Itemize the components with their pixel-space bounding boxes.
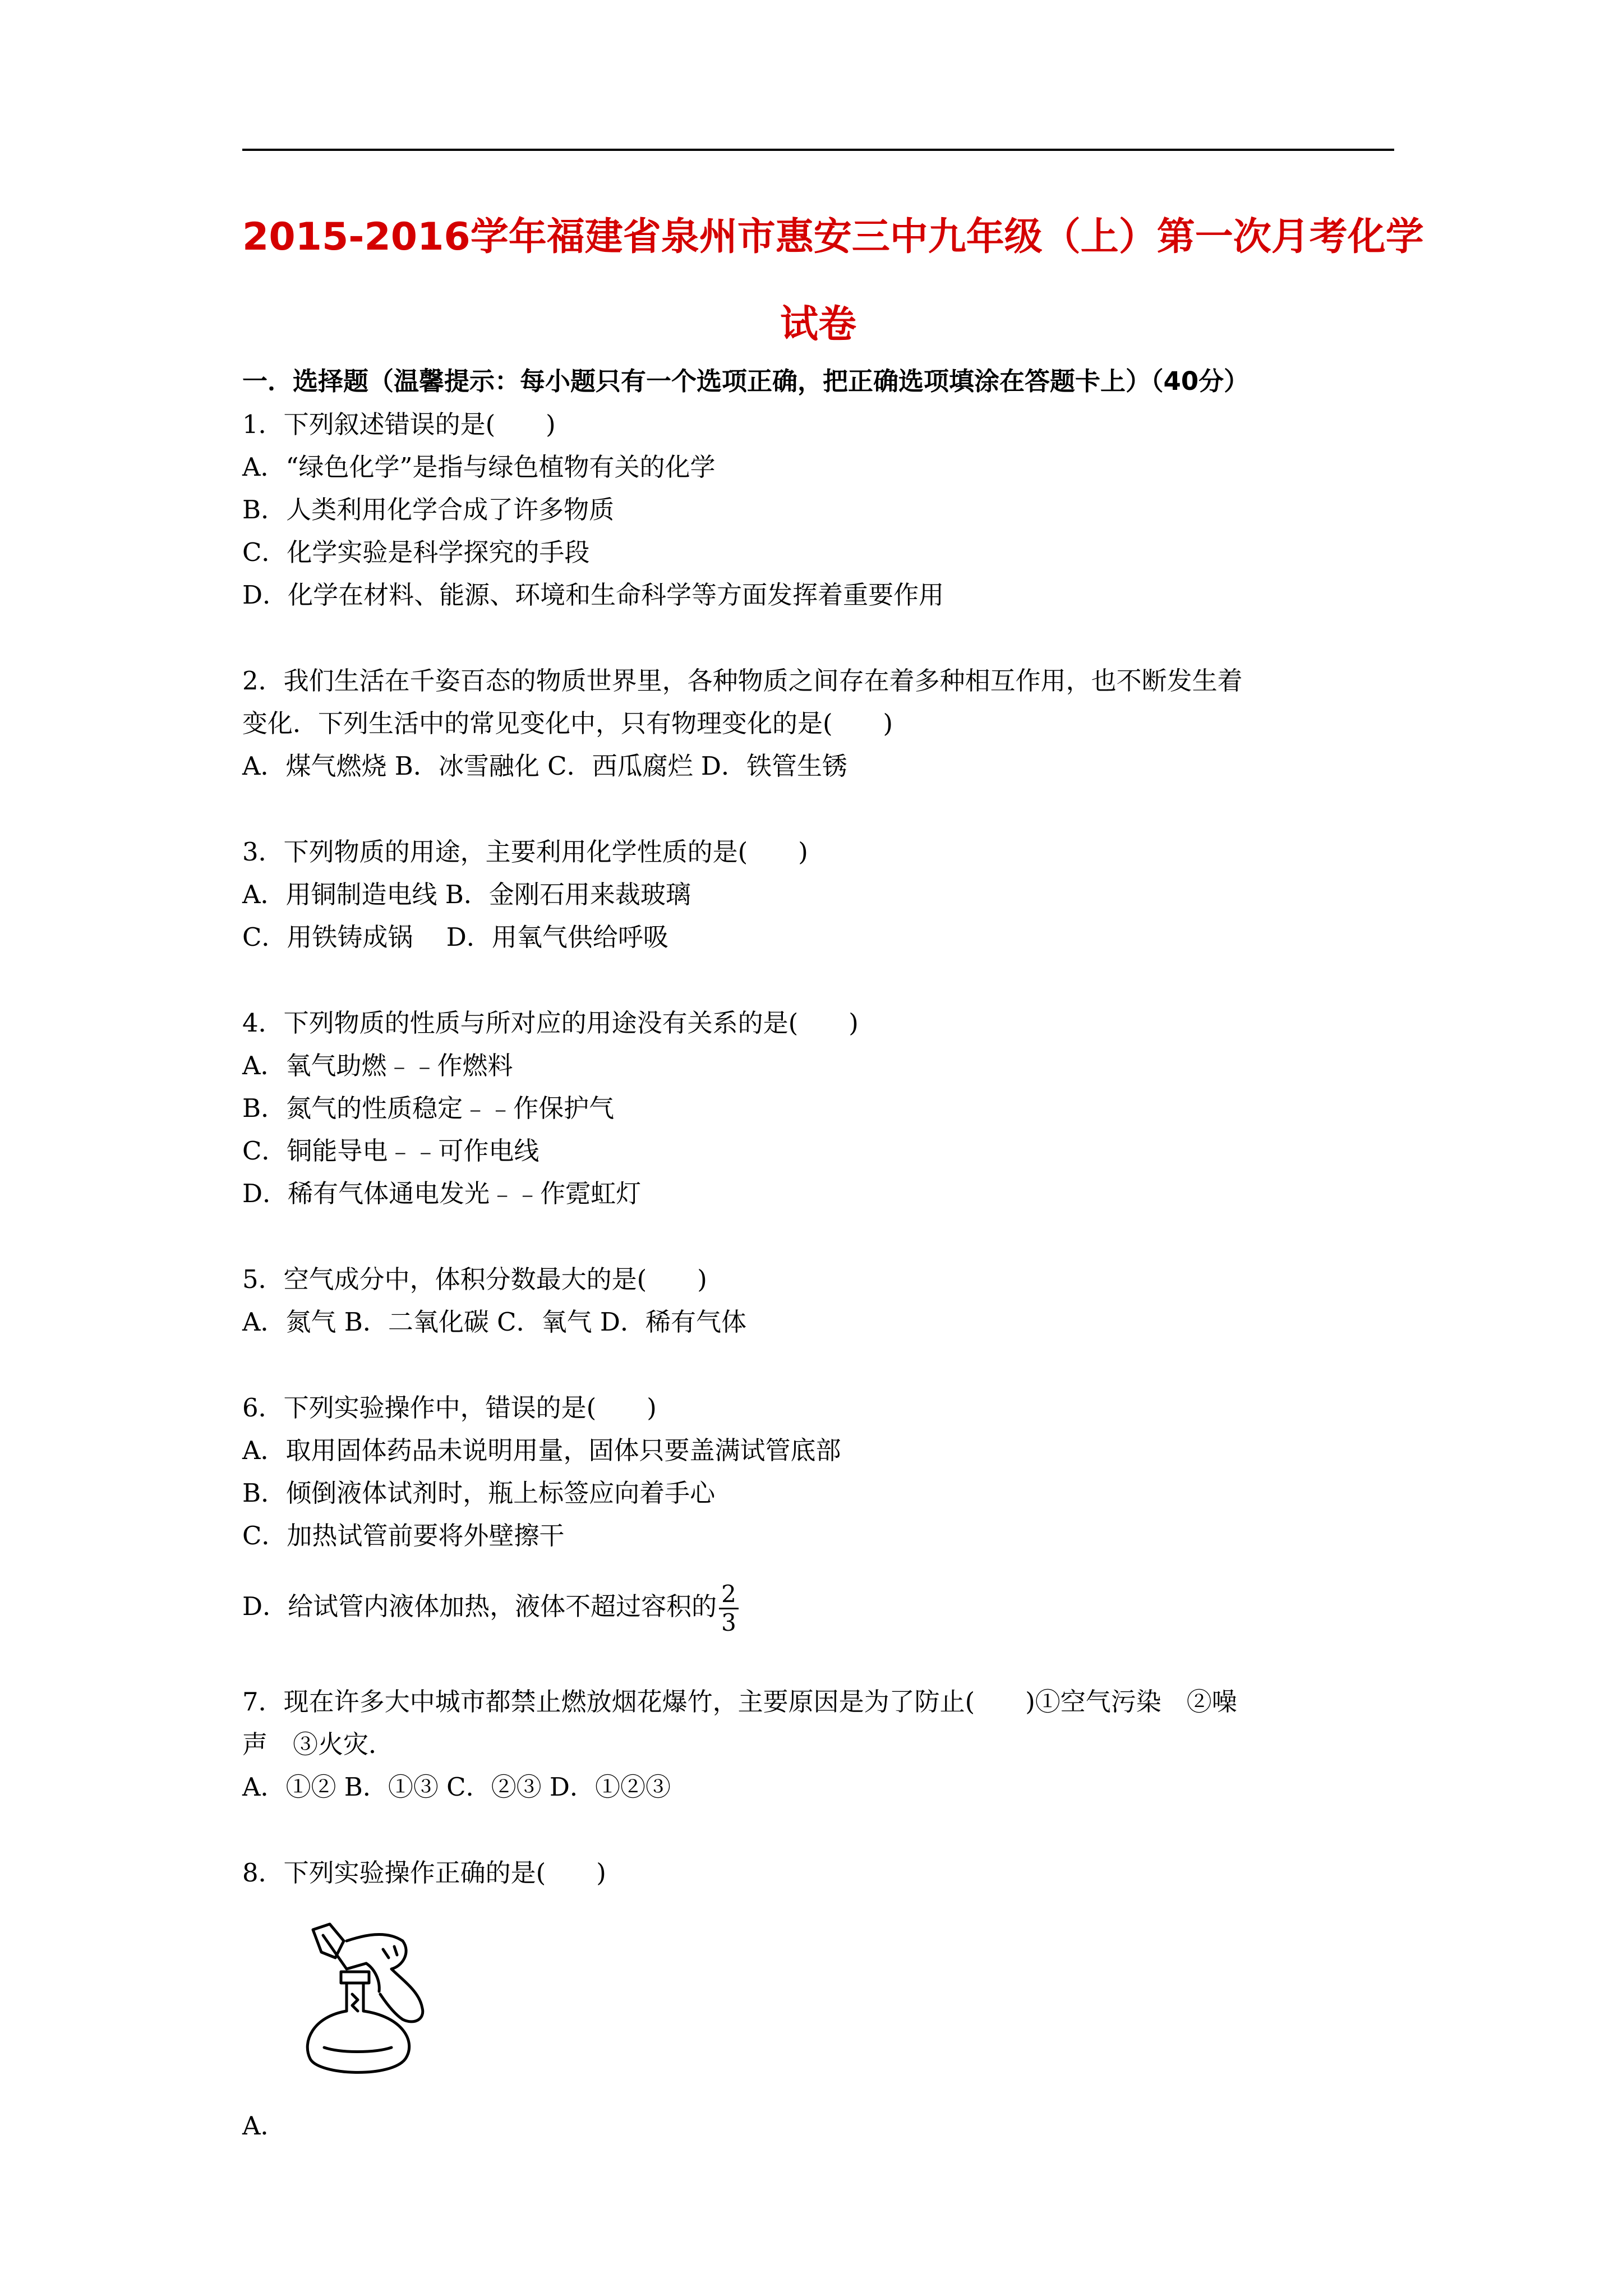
question-6-option-a: A．取用固体药品未说明用量，固体只要盖满试管底部	[242, 1435, 841, 1465]
question-1-option-b: B．人类利用化学合成了许多物质	[242, 495, 615, 524]
fraction-numerator: 2	[719, 1581, 739, 1609]
header-rule	[242, 149, 1394, 151]
question-8-stem: 8．下列实验操作正确的是( )	[242, 1858, 606, 1888]
question-3-stem: 3．下列物质的用途，主要利用化学性质的是( )	[242, 837, 808, 867]
question-4-option-a: A．氧气助燃﹣﹣作燃料	[242, 1051, 513, 1080]
question-4-option-b: B．氮气的性质稳定﹣﹣作保护气	[242, 1093, 615, 1123]
section-heading: 一．选择题（温馨提示：每小题只有一个选项正确，把正确选项填涂在答题卡上）（40分）	[242, 366, 1249, 396]
question-2-options: A．煤气燃烧 B．冰雪融化 C．西瓜腐烂 D．铁管生锈	[242, 751, 847, 781]
question-1-option-d: D．化学在材料、能源、环境和生命科学等方面发挥着重要作用	[242, 580, 944, 610]
question-3-options-line-2: C．用铁铸成锅 D．用氧气供给呼吸	[242, 922, 668, 952]
question-2-stem-line-2: 变化．下列生活中的常见变化中，只有物理变化的是( )	[242, 708, 893, 738]
document-title-line-2: 试卷	[780, 302, 856, 347]
fraction	[719, 1581, 739, 1636]
question-6-stem: 6．下列实验操作中，错误的是( )	[242, 1393, 657, 1423]
question-5-stem: 5．空气成分中，体积分数最大的是( )	[242, 1264, 707, 1294]
question-7-stem-line-1: 7．现在许多大中城市都禁止燃放烟花爆竹，主要原因是为了防止( )①空气污染 ②噪	[242, 1687, 1237, 1717]
question-2-stem-line-1: 2．我们生活在千姿百态的物质世界里，各种物质之间存在着多种相互作用，也不断发生着	[242, 666, 1243, 696]
question-4-option-c: C．铜能导电﹣﹣可作电线	[242, 1136, 540, 1166]
question-1-option-c: C．化学实验是科学探究的手段	[242, 537, 590, 567]
question-1-option-a: A．“绿色化学”是指与绿色植物有关的化学	[242, 452, 716, 482]
question-4-stem: 4．下列物质的性质与所对应的用途没有关系的是( )	[242, 1008, 859, 1038]
question-8-option-a: A．	[242, 2111, 286, 2141]
fraction-denominator: 3	[721, 1609, 736, 1636]
question-7-options: A．①② B．①③ C．②③ D．①②③	[242, 1772, 671, 1802]
question-1-stem: 1．下列叙述错误的是( )	[242, 409, 556, 439]
question-6-option-d	[242, 1581, 739, 1636]
question-6-option-c: C．加热试管前要将外壁擦干	[242, 1521, 565, 1550]
question-5-options: A．氮气 B．二氧化碳 C．氧气 D．稀有气体	[242, 1307, 746, 1337]
question-4-option-d: D．稀有气体通电发光﹣﹣作霓虹灯	[242, 1179, 642, 1208]
question-6-option-d-text: D．给试管内液体加热，液体不超过容积的	[242, 1591, 717, 1621]
question-7-stem-line-2: 声 ③火灾．	[242, 1729, 394, 1759]
question-6-option-b: B．倾倒液体试剂时，瓶上标签应向着手心	[242, 1478, 716, 1508]
document-title-line-1: 2015-2016学年福建省泉州市惠安三中九年级（上）第一次月考化学	[242, 215, 1424, 259]
lab-operation-figure	[291, 1918, 448, 2087]
question-3-options-line-1: A．用铜制造电线 B．金刚石用来裁玻璃	[242, 880, 691, 909]
